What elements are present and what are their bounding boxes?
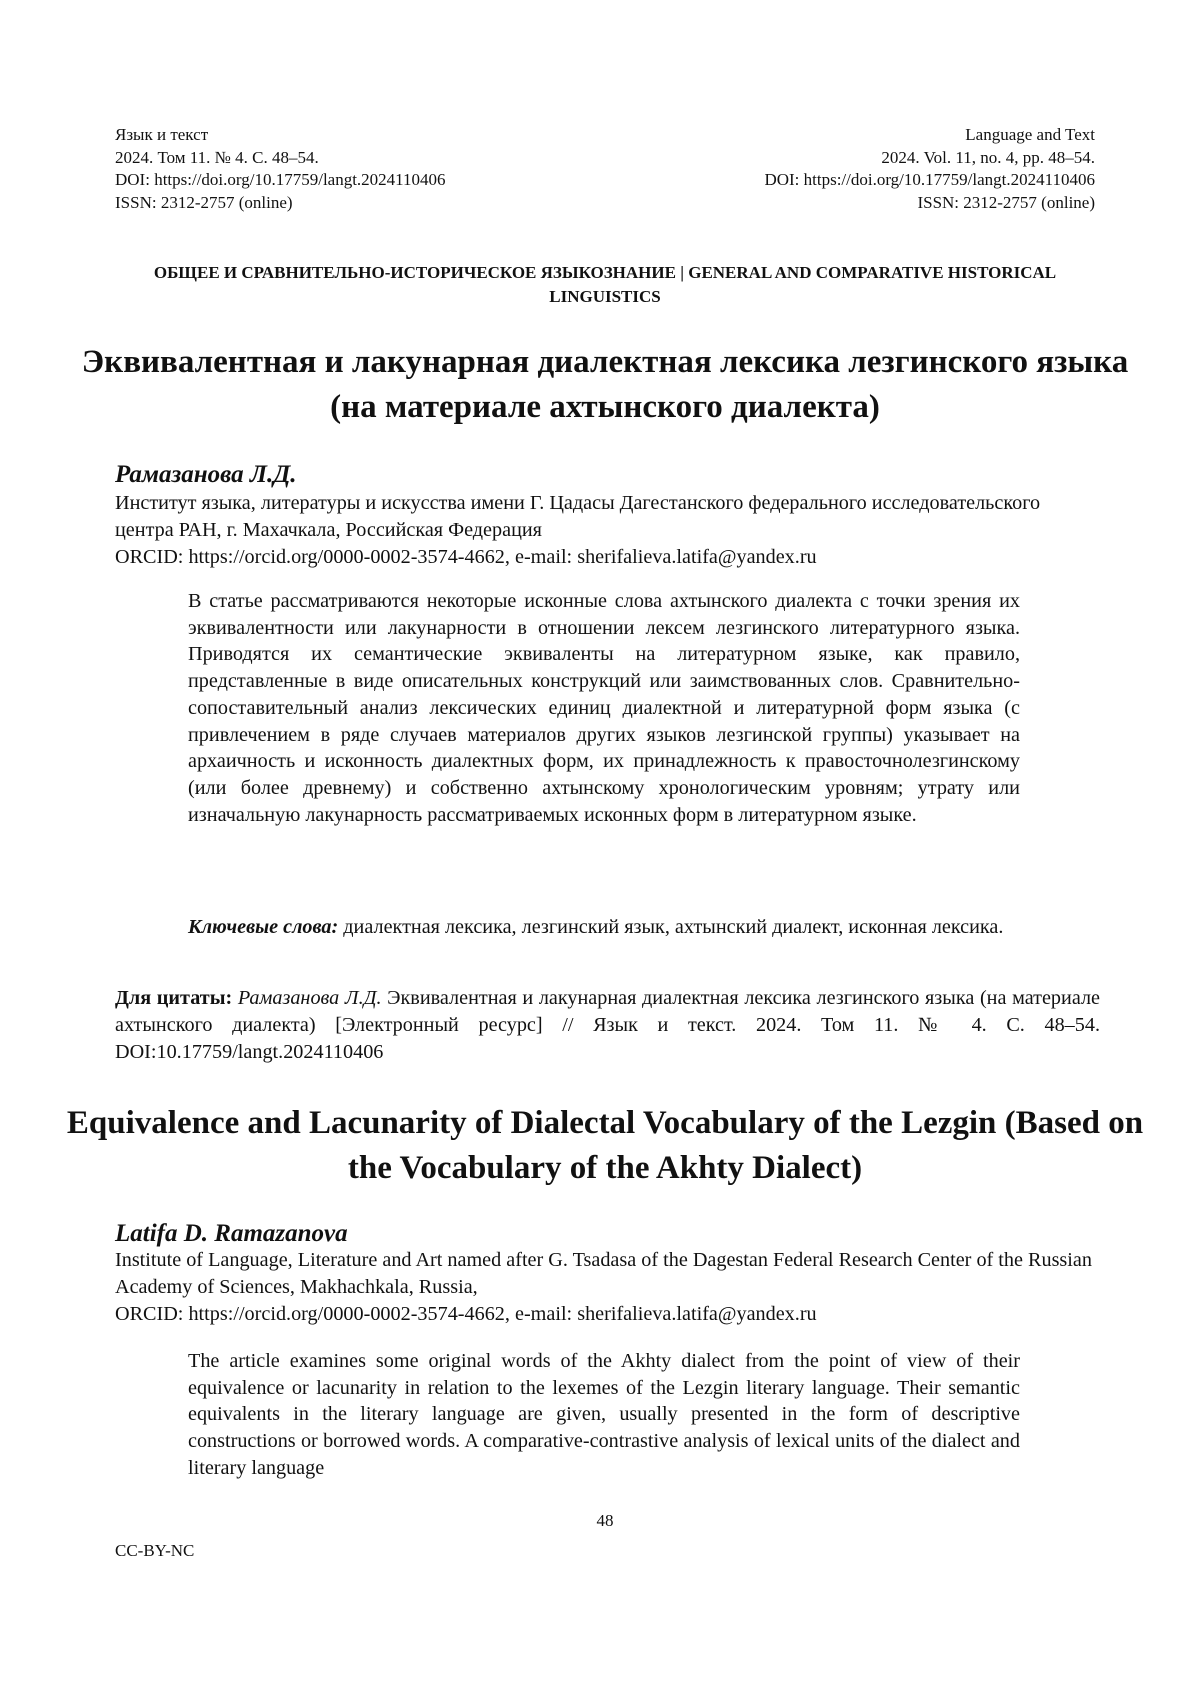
license-label: CC-BY-NC <box>115 1541 194 1561</box>
issn-ru: ISSN: 2312-2757 (online) <box>115 192 446 215</box>
affiliation-en-block <box>115 1247 1100 1328</box>
section-heading: ОБЩЕЕ И СРАВНИТЕЛЬНО-ИСТОРИЧЕСКОЕ ЯЗЫКОЗНАНИЕ | GENERAL AND COMPARATIVE HISTORICAL LINGUISTICS <box>115 261 1095 309</box>
journal-name-ru: Язык и текст <box>115 124 446 147</box>
paper-page <box>0 0 1200 1697</box>
citation <box>115 985 1100 1066</box>
orcid-en: ORCID: https://orcid.org/0000-0002-3574-4662, e-mail: sherifalieva.latifa@yandex.ru <box>115 1301 1100 1328</box>
keywords-text: диалектная лексика, лезгинский язык, ахтынский диалект, исконная лексика. <box>343 916 1003 938</box>
page-number: 48 <box>0 1511 1200 1531</box>
orcid-ru: ORCID: https://orcid.org/0000-0002-3574-4662, e-mail: sherifalieva.latifa@yandex.ru <box>115 544 1100 571</box>
keywords-ru <box>188 914 1020 941</box>
doi-ru: DOI: https://doi.org/10.17759/langt.2024110406 <box>115 169 446 192</box>
issue-info-ru: 2024. Том 11. № 4. С. 48–54. <box>115 147 446 170</box>
affiliation-ru: Институт языка, литературы и искусства имени Г. Цадасы Дагестанского федерального исследовательского центра РАН, г. Махачкала, Российская Федерация <box>115 490 1100 544</box>
doi-en: DOI: https://doi.org/10.17759/langt.2024110406 <box>764 169 1095 192</box>
citation-text: Эквивалентная и лакунарная диалектная лексика лезгинского языка (на материале ахтынского диалекта) [Электронный ресурс] // Язык и текст. 2024. Том 11. № 4. С. 48–54. DOI:10.17759/langt.2024110406 <box>115 987 1100 1063</box>
journal-header-ru <box>115 124 446 214</box>
issue-info-en: 2024. Vol. 11, no. 4, pp. 48–54. <box>764 147 1095 170</box>
citation-author: Рамазанова Л.Д. <box>238 987 382 1009</box>
journal-header-en <box>764 124 1095 214</box>
abstract-en: The article examines some original words of the Akhty dialect from the point of view of their equivalence or lacunarity in relation to the lexemes of the Lezgin literary language. Their semantic equivalents in the literary language are given, usually presented in the form of descriptive constructions or borrowed words. A comparative-contrastive analysis of lexical units of the dialect and literary language <box>188 1348 1020 1482</box>
abstract-ru: В статье рассматриваются некоторые исконные слова ахтынского диалекта с точки зрения их эквивалентности или лакунарности в отношении лексем лезгинского литературного языка. Приводятся их семантические эквиваленты на литературном языке, как правило, представленные в виде описательных конструкций или заимствованных слов. Сравнительно-сопоставительный анализ лексических единиц диалектной и литературной форм языка (с привлечением в ряде случаев материалов других языков лезгинской группы) указывает на архаичность и исконность диалектных форм, их принадлежность к правосточнолезгинскому (или более древнему) и собственно ахтынскому хронологическим уровням; утрату или изначальную лакунарность рассматриваемых исконных форм в литературном языке. <box>188 588 1020 828</box>
journal-name-en: Language and Text <box>764 124 1095 147</box>
citation-label: Для цитаты: <box>115 987 232 1009</box>
article-title-ru: Эквивалентная и лакунарная диалектная лексика лезгинского языка (на материале ахтынского диалекта) <box>60 340 1150 430</box>
keywords-label: Ключевые слова: <box>188 916 338 938</box>
issn-en: ISSN: 2312-2757 (online) <box>764 192 1095 215</box>
author-ru: Рамазанова Л.Д. <box>115 461 297 489</box>
affiliation-en: Institute of Language, Literature and Art named after G. Tsadasa of the Dagestan Federal Research Center of the Russian Academy of Sciences, Makhachkala, Russia, <box>115 1247 1100 1301</box>
author-en: Latifa D. Ramazanova <box>115 1220 348 1248</box>
affiliation-ru-block <box>115 490 1100 571</box>
article-title-en: Equivalence and Lacunarity of Dialectal Vocabulary of the Lezgin (Based on the Vocabulary of the Akhty Dialect) <box>60 1101 1150 1191</box>
